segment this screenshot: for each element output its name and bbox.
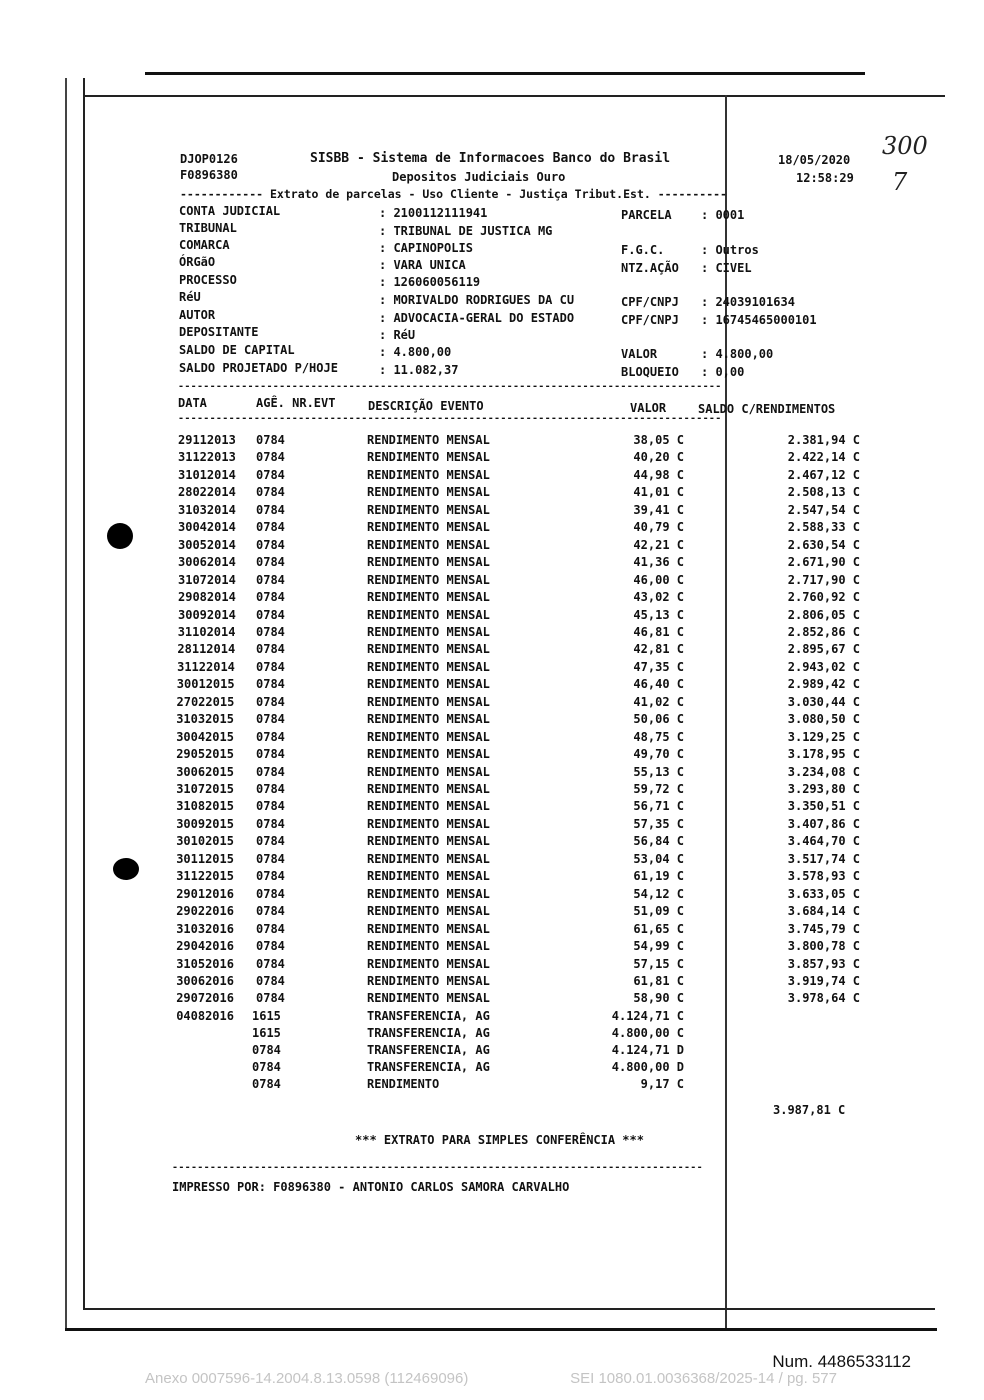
row-balance: 3.464,70 C bbox=[787, 834, 860, 849]
table-row bbox=[0, 503, 984, 520]
right-field-value: : CIVEL bbox=[701, 261, 752, 275]
row-description: RENDIMENTO MENSAL bbox=[367, 624, 490, 639]
row-date: 29082014 bbox=[178, 590, 236, 605]
right-field-label: BLOQUEIO bbox=[621, 365, 679, 379]
table-row bbox=[0, 852, 984, 869]
row-value: 56,71 C bbox=[633, 799, 684, 814]
row-description: RENDIMENTO MENSAL bbox=[367, 433, 490, 447]
field-value: : 126060056119 bbox=[379, 275, 481, 289]
final-balance: 3.987,81 C bbox=[773, 1103, 846, 1117]
row-date: 29012016 bbox=[176, 886, 234, 901]
row-description: RENDIMENTO MENSAL bbox=[367, 921, 490, 936]
table-row bbox=[0, 712, 984, 729]
row-agency: 0784 bbox=[256, 904, 285, 919]
field-value: : 4.800,00 bbox=[379, 345, 452, 359]
table-row bbox=[0, 573, 984, 590]
table-row bbox=[0, 1009, 984, 1026]
row-agency: 0784 bbox=[256, 851, 285, 866]
table-row bbox=[0, 834, 984, 851]
row-agency: 1615 bbox=[252, 1008, 281, 1023]
printed-by: IMPRESSO POR: F0896380 - ANTONIO CARLOS SAMORA CARVALHO bbox=[172, 1180, 570, 1194]
row-balance: 2.943,02 C bbox=[787, 659, 860, 674]
row-value: 48,75 C bbox=[633, 729, 684, 744]
row-date: 31122015 bbox=[176, 869, 234, 884]
row-description: RENDIMENTO MENSAL bbox=[367, 851, 490, 866]
row-date: 30092014 bbox=[178, 607, 236, 622]
row-value: 45,13 C bbox=[633, 607, 684, 622]
row-description: RENDIMENTO bbox=[367, 1077, 440, 1092]
frame-top-line bbox=[145, 72, 865, 75]
right-field-label: CPF/CNPJ bbox=[621, 313, 679, 327]
row-date: 31012014 bbox=[178, 467, 236, 482]
row-description: TRANSFERENCIA, AG bbox=[367, 1025, 490, 1040]
field-label: AUTOR bbox=[179, 308, 216, 322]
row-balance: 2.630,54 C bbox=[787, 537, 860, 552]
table-row bbox=[0, 1026, 984, 1043]
row-value: 9,17 C bbox=[640, 1077, 684, 1092]
row-description: RENDIMENTO MENSAL bbox=[367, 642, 490, 657]
table-row bbox=[0, 1077, 984, 1094]
row-agency: 0784 bbox=[256, 467, 285, 482]
row-description: RENDIMENTO MENSAL bbox=[367, 712, 490, 727]
row-agency: 0784 bbox=[256, 886, 285, 901]
right-field-label: F.G.C. bbox=[621, 243, 665, 257]
row-agency: 0784 bbox=[256, 624, 285, 639]
row-agency: 0784 bbox=[256, 729, 285, 744]
row-value: 54,99 C bbox=[633, 939, 684, 954]
field-value: : MORIVALDO RODRIGUES DA CU bbox=[379, 293, 575, 307]
row-description: RENDIMENTO MENSAL bbox=[367, 467, 490, 482]
field-value: : VARA UNICA bbox=[379, 258, 466, 272]
table-row bbox=[0, 799, 984, 816]
row-description: RENDIMENTO MENSAL bbox=[367, 834, 490, 849]
row-date: 30062015 bbox=[176, 764, 234, 779]
row-description: RENDIMENTO MENSAL bbox=[367, 816, 490, 831]
row-value: 42,81 C bbox=[633, 642, 684, 657]
row-description: RENDIMENTO MENSAL bbox=[367, 694, 490, 709]
row-balance: 2.989,42 C bbox=[787, 677, 860, 692]
table-row bbox=[0, 590, 984, 607]
row-agency: 0784 bbox=[256, 991, 285, 1006]
right-field-label: CPF/CNPJ bbox=[621, 295, 679, 309]
row-description: RENDIMENTO MENSAL bbox=[367, 747, 490, 762]
report-title-line: ------------ Extrato de parcelas - Uso Cliente - Justiça Tribut.Est. ---------- bbox=[180, 187, 727, 201]
row-date: 29052015 bbox=[176, 747, 234, 762]
row-balance: 3.978,64 C bbox=[787, 991, 860, 1006]
row-value: 44,98 C bbox=[633, 467, 684, 482]
row-agency: 1615 bbox=[252, 1025, 281, 1040]
row-value: 55,13 C bbox=[633, 764, 684, 779]
row-balance: 2.508,13 C bbox=[787, 485, 860, 500]
row-date: 27022015 bbox=[176, 694, 235, 709]
row-date: 30112015 bbox=[176, 851, 234, 866]
row-value: 4.800,00 C bbox=[611, 1025, 684, 1040]
row-value: 51,09 C bbox=[633, 904, 684, 919]
row-value: 56,84 C bbox=[633, 834, 684, 849]
row-agency: 0784 bbox=[252, 1060, 281, 1074]
frame-top-line-2 bbox=[85, 95, 945, 97]
table-row bbox=[0, 695, 984, 712]
row-description: TRANSFERENCIA, AG bbox=[367, 1008, 490, 1023]
row-date: 28112014 bbox=[177, 642, 236, 657]
row-value: 41,02 C bbox=[633, 694, 684, 709]
row-balance: 2.852,86 C bbox=[787, 624, 860, 639]
row-description: RENDIMENTO MENSAL bbox=[367, 869, 490, 884]
field-label: PROCESSO bbox=[179, 273, 237, 287]
row-value: 39,41 C bbox=[633, 502, 684, 517]
table-row bbox=[0, 450, 984, 467]
row-agency: 0784 bbox=[256, 433, 285, 447]
right-field-label: PARCELA bbox=[621, 208, 672, 222]
table-row bbox=[0, 904, 984, 921]
row-value: 41,36 C bbox=[633, 555, 684, 570]
row-agency: 0784 bbox=[256, 590, 285, 605]
row-description: TRANSFERENCIA, AG bbox=[367, 1060, 490, 1074]
row-value: 53,04 C bbox=[633, 851, 684, 866]
field-label: SALDO DE CAPITAL bbox=[179, 343, 295, 357]
right-field-value: : Outros bbox=[701, 243, 759, 257]
field-value: : ADVOCACIA-GERAL DO ESTADO bbox=[379, 311, 575, 325]
row-balance: 3.919,74 C bbox=[787, 973, 860, 988]
row-agency: 0784 bbox=[256, 834, 285, 849]
row-value: 50,06 C bbox=[633, 712, 684, 727]
row-date: 29022016 bbox=[176, 904, 234, 919]
table-row bbox=[0, 625, 984, 642]
document-number: Num. 4486533112 bbox=[772, 1352, 911, 1371]
row-agency: 0784 bbox=[256, 537, 285, 552]
operator-code: F0896380 bbox=[180, 168, 238, 182]
row-balance: 3.407,86 C bbox=[787, 816, 860, 831]
row-balance: 3.350,51 C bbox=[787, 799, 860, 814]
row-balance: 3.633,05 C bbox=[787, 886, 860, 901]
right-field-value: : 0001 bbox=[701, 208, 745, 222]
row-description: RENDIMENTO MENSAL bbox=[367, 590, 490, 605]
row-agency: 0784 bbox=[256, 921, 285, 936]
row-value: 61,65 C bbox=[633, 921, 684, 936]
frame-bottom-line bbox=[85, 1308, 935, 1310]
row-value: 46,00 C bbox=[633, 572, 684, 587]
row-agency: 0784 bbox=[256, 764, 285, 779]
table-row bbox=[0, 887, 984, 904]
row-description: RENDIMENTO MENSAL bbox=[367, 904, 490, 919]
col-header-saldo: SALDO C/RENDIMENTOS bbox=[698, 402, 836, 416]
table-row bbox=[0, 520, 984, 537]
subsystem-name: Depositos Judiciais Ouro bbox=[392, 170, 566, 184]
row-description: RENDIMENTO MENSAL bbox=[367, 991, 490, 1006]
row-value: 4.124,71 C bbox=[611, 1008, 684, 1023]
row-agency: 0784 bbox=[256, 659, 285, 674]
row-date: 30042015 bbox=[176, 729, 234, 744]
row-agency: 0784 bbox=[256, 607, 285, 622]
row-balance: 3.234,08 C bbox=[787, 764, 860, 779]
row-date: 31072014 bbox=[178, 572, 236, 587]
row-description: RENDIMENTO MENSAL bbox=[367, 607, 490, 622]
row-date: 30062016 bbox=[176, 973, 234, 988]
row-date: 31082015 bbox=[176, 799, 234, 814]
row-balance: 3.293,80 C bbox=[787, 782, 860, 796]
right-field-value: : 0,00 bbox=[701, 365, 745, 379]
row-date: 31122013 bbox=[178, 450, 236, 465]
row-balance: 2.806,05 C bbox=[787, 607, 860, 622]
row-value: 38,05 C bbox=[633, 433, 684, 447]
row-date: 04082016 bbox=[176, 1008, 234, 1023]
row-description: RENDIMENTO MENSAL bbox=[367, 555, 490, 570]
col-header-valor: VALOR bbox=[630, 401, 667, 415]
row-balance: 3.684,14 C bbox=[787, 904, 860, 919]
row-balance: 2.588,33 C bbox=[787, 520, 860, 535]
row-value: 40,79 C bbox=[633, 520, 684, 535]
field-value: : CAPINOPOLIS bbox=[379, 241, 473, 255]
row-description: RENDIMENTO MENSAL bbox=[367, 659, 490, 674]
row-balance: 3.517,74 C bbox=[787, 851, 860, 866]
row-value: 54,12 C bbox=[633, 886, 684, 901]
table-row bbox=[0, 922, 984, 939]
row-agency: 0784 bbox=[256, 782, 285, 796]
row-balance: 2.895,67 C bbox=[787, 642, 860, 657]
row-value: 4.800,00 D bbox=[611, 1060, 684, 1074]
row-balance: 3.129,25 C bbox=[787, 729, 860, 744]
field-label: ÓRGãO bbox=[179, 255, 216, 269]
right-field-label: VALOR bbox=[621, 347, 658, 361]
handwritten-mark: 7 bbox=[892, 168, 908, 196]
table-row bbox=[0, 869, 984, 886]
row-description: RENDIMENTO MENSAL bbox=[367, 956, 490, 971]
row-balance: 2.467,12 C bbox=[787, 467, 860, 482]
row-date: 28022014 bbox=[178, 485, 236, 500]
row-agency: 0784 bbox=[256, 956, 285, 971]
row-date: 30052014 bbox=[178, 537, 236, 552]
row-agency: 0784 bbox=[252, 1077, 281, 1092]
row-date: 29112013 bbox=[178, 433, 236, 447]
table-row bbox=[0, 730, 984, 747]
row-agency: 0784 bbox=[256, 502, 285, 517]
field-value: : 11.082,37 bbox=[379, 363, 459, 377]
table-row bbox=[0, 660, 984, 677]
row-value: 42,21 C bbox=[633, 537, 684, 552]
table-row bbox=[0, 555, 984, 572]
row-date: 31122014 bbox=[177, 659, 235, 674]
row-date: 29042016 bbox=[176, 939, 234, 954]
report-code: DJOP0126 bbox=[180, 152, 238, 166]
row-agency: 0784 bbox=[256, 450, 285, 465]
row-agency: 0784 bbox=[256, 572, 285, 587]
frame-bottom-line-2 bbox=[65, 1328, 937, 1331]
field-value: : TRIBUNAL DE JUSTICA MG bbox=[379, 224, 553, 238]
col-header-data: DATA bbox=[178, 396, 207, 410]
field-label: DEPOSITANTE bbox=[179, 325, 259, 339]
row-balance: 2.381,94 C bbox=[787, 433, 860, 447]
row-balance: 3.578,93 C bbox=[787, 869, 860, 884]
row-description: RENDIMENTO MENSAL bbox=[367, 764, 490, 779]
row-description: RENDIMENTO MENSAL bbox=[367, 729, 490, 744]
field-label: COMARCA bbox=[179, 238, 230, 252]
row-agency: 0784 bbox=[256, 642, 285, 657]
header-separator-line: -------------------------------------------------------------------------------------- bbox=[178, 413, 722, 424]
annex-reference: Anexo 0007596-14.2004.8.13.0598 (112469096) bbox=[145, 1370, 469, 1387]
row-agency: 0784 bbox=[256, 677, 285, 692]
report-time: 12:58:29 bbox=[796, 171, 854, 185]
row-agency: 0784 bbox=[256, 799, 285, 814]
row-balance: 2.717,90 C bbox=[787, 572, 860, 587]
row-balance: 3.178,95 C bbox=[787, 747, 860, 762]
row-value: 61,19 C bbox=[633, 869, 684, 884]
row-date: 31072015 bbox=[176, 782, 234, 796]
col-header-descricao: DESCRIÇÃO EVENTO bbox=[368, 399, 484, 413]
row-value: 58,90 C bbox=[633, 991, 684, 1006]
row-date: 31032014 bbox=[178, 502, 236, 517]
row-value: 46,81 C bbox=[633, 624, 684, 639]
table-row bbox=[0, 433, 984, 450]
table-row bbox=[0, 991, 984, 1008]
row-balance: 3.857,93 C bbox=[787, 956, 860, 971]
table-row bbox=[0, 974, 984, 991]
row-date: 31032015 bbox=[176, 712, 234, 727]
row-value: 4.124,71 D bbox=[611, 1042, 684, 1057]
row-value: 57,15 C bbox=[633, 956, 684, 971]
row-description: RENDIMENTO MENSAL bbox=[367, 677, 490, 692]
row-balance: 2.671,90 C bbox=[787, 555, 860, 570]
field-label: RéU bbox=[179, 290, 201, 304]
table-row bbox=[0, 957, 984, 974]
field-label: TRIBUNAL bbox=[179, 221, 237, 235]
row-balance: 3.800,78 C bbox=[787, 939, 860, 954]
table-row bbox=[0, 765, 984, 782]
row-value: 57,35 C bbox=[633, 816, 684, 831]
row-agency: 0784 bbox=[256, 712, 285, 727]
row-description: RENDIMENTO MENSAL bbox=[367, 799, 490, 814]
row-date: 30042014 bbox=[178, 520, 236, 535]
row-date: 30062014 bbox=[178, 555, 236, 570]
row-description: TRANSFERENCIA, AG bbox=[367, 1042, 490, 1057]
row-description: RENDIMENTO MENSAL bbox=[367, 485, 490, 500]
table-row bbox=[0, 1043, 984, 1060]
report-date: 18/05/2020 bbox=[778, 153, 851, 167]
row-value: 43,02 C bbox=[633, 590, 684, 605]
right-field-label: NTZ.AÇÃO bbox=[621, 261, 679, 275]
row-description: RENDIMENTO MENSAL bbox=[367, 973, 490, 988]
row-agency: 0784 bbox=[252, 1042, 281, 1057]
handwritten-page-number: 300 bbox=[882, 132, 928, 160]
table-row bbox=[0, 747, 984, 764]
row-balance: 2.422,14 C bbox=[787, 450, 860, 465]
row-date: 30092015 bbox=[176, 816, 234, 831]
field-value: : 2100112111941 bbox=[379, 206, 488, 220]
row-date: 30012015 bbox=[176, 677, 235, 692]
system-name: SISBB - Sistema de Informacoes Banco do Brasil bbox=[310, 151, 671, 166]
row-balance: 2.547,54 C bbox=[787, 502, 860, 517]
right-field-value: : 16745465000101 bbox=[701, 313, 817, 327]
field-label: SALDO PROJETADO P/HOJE bbox=[179, 361, 338, 375]
row-balance: 2.760,92 C bbox=[787, 590, 860, 605]
sei-reference: SEI 1080.01.0036368/2025-14 / pg. 577 bbox=[570, 1370, 837, 1387]
row-value: 59,72 C bbox=[633, 782, 684, 796]
row-description: RENDIMENTO MENSAL bbox=[367, 886, 490, 901]
row-date: 29072016 bbox=[176, 991, 234, 1006]
row-date: 31102014 bbox=[177, 624, 236, 639]
row-description: RENDIMENTO MENSAL bbox=[367, 450, 490, 465]
row-agency: 0784 bbox=[256, 694, 285, 709]
row-value: 40,20 C bbox=[633, 450, 684, 465]
row-value: 47,35 C bbox=[633, 659, 684, 674]
row-value: 41,01 C bbox=[633, 485, 684, 500]
table-row bbox=[0, 939, 984, 956]
table-row bbox=[0, 608, 984, 625]
extrato-note: *** EXTRATO PARA SIMPLES CONFERÊNCIA *** bbox=[355, 1133, 644, 1147]
row-agency: 0784 bbox=[256, 816, 285, 831]
table-row bbox=[0, 485, 984, 502]
right-field-value: : 24039101634 bbox=[701, 295, 795, 309]
row-agency: 0784 bbox=[256, 520, 285, 535]
row-description: RENDIMENTO MENSAL bbox=[367, 520, 490, 535]
row-date: 30102015 bbox=[176, 834, 234, 849]
table-row bbox=[0, 538, 984, 555]
row-description: RENDIMENTO MENSAL bbox=[367, 502, 490, 517]
row-agency: 0784 bbox=[256, 555, 285, 570]
row-agency: 0784 bbox=[256, 485, 285, 500]
row-balance: 3.745,79 C bbox=[787, 921, 860, 936]
row-description: RENDIMENTO MENSAL bbox=[367, 572, 490, 587]
row-agency: 0784 bbox=[256, 747, 285, 762]
row-description: RENDIMENTO MENSAL bbox=[367, 537, 490, 552]
row-value: 61,81 C bbox=[633, 973, 684, 988]
row-value: 46,40 C bbox=[633, 677, 684, 692]
row-balance: 3.080,50 C bbox=[787, 712, 860, 727]
col-header-agencia: AGÊ. NR.EVT bbox=[256, 396, 336, 410]
table-row bbox=[0, 782, 984, 799]
row-description: RENDIMENTO MENSAL bbox=[367, 782, 490, 796]
row-description: RENDIMENTO MENSAL bbox=[367, 939, 490, 954]
field-value: : RéU bbox=[379, 328, 416, 342]
row-value: 49,70 C bbox=[633, 747, 684, 762]
bottom-separator-line: ------------------------------------------------------------------------------------ bbox=[172, 1162, 703, 1173]
row-agency: 0784 bbox=[256, 869, 285, 884]
row-agency: 0784 bbox=[256, 939, 285, 954]
row-date: 31032016 bbox=[176, 921, 234, 936]
row-balance: 3.030,44 C bbox=[787, 694, 860, 709]
row-agency: 0784 bbox=[256, 973, 285, 988]
table-row bbox=[0, 642, 984, 659]
table-row bbox=[0, 468, 984, 485]
separator-line: -------------------------------------------------------------------------------------- bbox=[178, 381, 722, 392]
table-row bbox=[0, 817, 984, 834]
table-row bbox=[0, 1060, 984, 1077]
field-label: CONTA JUDICIAL bbox=[179, 204, 281, 218]
table-row bbox=[0, 677, 984, 694]
row-date: 31052016 bbox=[176, 956, 234, 971]
right-field-value: : 4.800,00 bbox=[701, 347, 774, 361]
